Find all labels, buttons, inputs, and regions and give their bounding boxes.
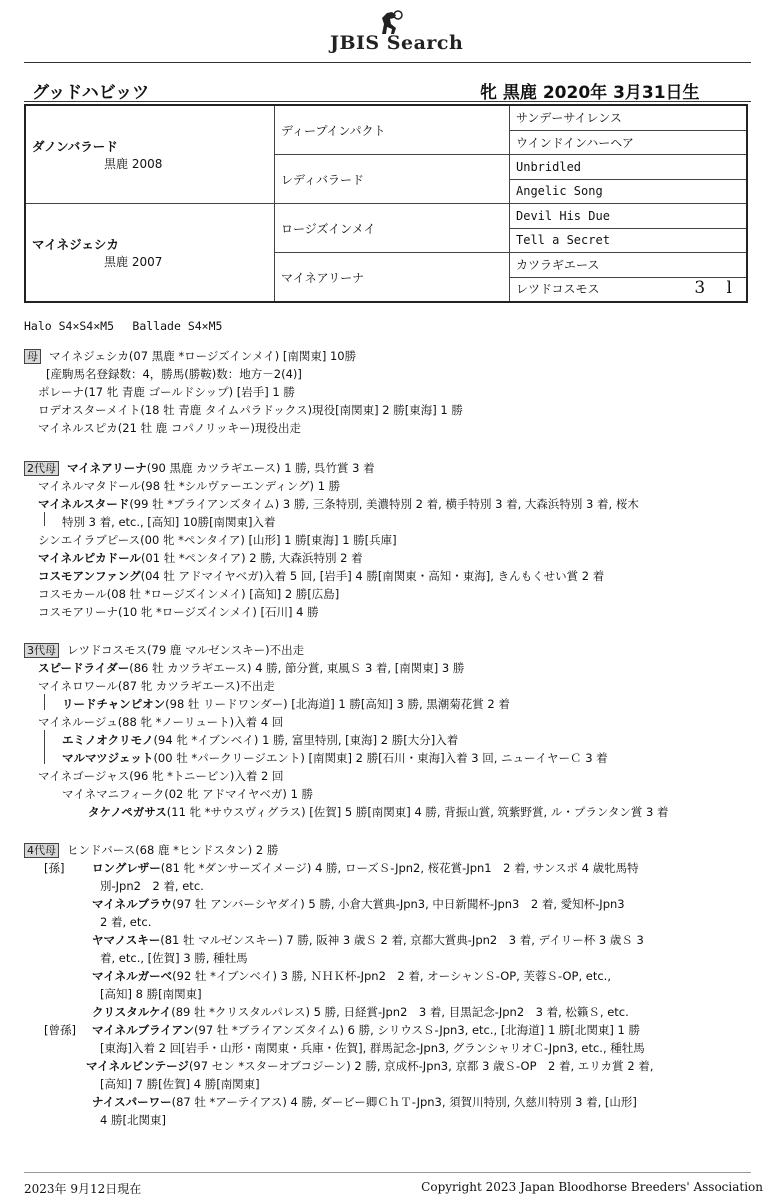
- progeny-line[interactable]: ロデオスターメイト(18 牡 青鹿 タイムパラドックス)現役[南関東] 2 勝[東海] 1 勝: [38, 403, 463, 417]
- section-head: [24, 842, 278, 858]
- section-head-text: (90 黒鹿 カツラギエース) 1 勝, 呉竹賞 3 着: [146, 461, 375, 475]
- ped-gen3-3[interactable]: Unbridled: [510, 155, 748, 180]
- progeny-line-cont: 別-Jpn2 2 着, etc.: [100, 879, 204, 893]
- sire-detail: 黒鹿 2008: [104, 157, 163, 171]
- progeny-line[interactable]: エミノオクリモノ(94 牝 *イブンベイ) 1 勝, 富里特別, [東海] 2 勝[大分]入着: [62, 733, 459, 747]
- progeny-line[interactable]: マイネロワール(87 牝 カツラギエース)不出走: [38, 679, 275, 693]
- footer-date: 2023年 9月12日現在: [24, 1182, 142, 1196]
- progeny-line-cont: 2 着, etc.: [100, 915, 152, 929]
- progeny-line[interactable]: コスモアリーナ(10 牝 *ロージズインメイ) [石川] 4 勝: [38, 605, 319, 619]
- section-head-text[interactable]: マイネジェシカ(07 黒鹿 *ロージズインメイ) [南関東] 10勝: [49, 349, 357, 363]
- progeny-line[interactable]: シンエイラブピース(00 牝 *ペンタイア) [山形] 1 勝[東海] 1 勝[兵庫]: [38, 533, 397, 547]
- ped-gen3-1[interactable]: サンデーサイレンス: [510, 105, 748, 130]
- logo-text: JBIS Search: [330, 32, 464, 54]
- pedigree-table: [24, 104, 748, 303]
- label-great-grandchild: [曾孫]: [44, 1023, 76, 1037]
- progeny-line[interactable]: マイネルピカドール(01 牡 *ペンタイア) 2 勝, 大森浜特別 2 着: [38, 551, 363, 565]
- progeny-line[interactable]: ナイスパーワー(87 牡 *アーテイアス) 4 勝, ダービー卿ＣｈＴ-Jpn3, 須賀川特別, 久慈川特別 3 着, [山形]: [92, 1095, 637, 1109]
- family-number: 3 l: [694, 278, 740, 299]
- section-head-text[interactable]: ヒンドバース(68 鹿 *ヒンドスタン) 2 勝: [67, 843, 279, 857]
- ped-gen3-6[interactable]: Tell a Secret: [510, 228, 748, 253]
- section-head: [24, 642, 304, 658]
- title-divider: [24, 101, 751, 102]
- dam-detail: 黒鹿 2007: [104, 255, 163, 269]
- progeny-line-cont: [高知] 8 勝[南関東]: [100, 987, 202, 1001]
- section-head: [24, 460, 375, 476]
- progeny-line[interactable]: マイネルスピカ(21 牡 鹿 コパノリッキー)現役出走: [38, 421, 301, 435]
- progeny-line[interactable]: マイネマニフィーク(02 牝 アドマイヤベガ) 1 勝: [62, 787, 314, 801]
- progeny-line[interactable]: マイネルブライアン(97 牡 *ブライアンズタイム) 6 勝, シリウスＳ-Jpn3, etc., [北海道] 1 勝[北関東] 1 勝: [92, 1023, 641, 1037]
- ped-gen2-4[interactable]: マイネアリーナ: [275, 253, 510, 303]
- progeny-line[interactable]: リードチャンピオン(98 牡 リードワンダー) [北海道] 1 勝[高知] 3 勝, 黒潮菊花賞 2 着: [62, 697, 510, 711]
- progeny-line[interactable]: マイネルマタドール(98 牡 *シルヴァーエンディング) 1 勝: [38, 479, 341, 493]
- section-head-name[interactable]: マイネアリーナ: [67, 461, 147, 475]
- progeny-line-cont: [高知] 7 勝[佐賀] 4 勝[南関東]: [100, 1077, 260, 1091]
- progeny-line[interactable]: マルマツジェット(00 牡 *パークリージエント) [南関東] 2 勝[石川・東海]入着 3 回, ニューイヤーＣ 3 着: [62, 751, 608, 765]
- progeny-line-cont: [東海]入着 2 回[岩手・山形・南関東・兵庫・佐賀], 群馬記念-Jpn3, グランシャリオＣ-Jpn3, etc., 種牡馬: [100, 1041, 645, 1055]
- progeny-line[interactable]: コスモアンファング(04 牡 アドマイヤベガ)入着 5 回, [岩手] 4 勝[南関東・高知・東海], きんもくせい賞 2 着: [38, 569, 605, 583]
- dam-name[interactable]: マイネジェシカ: [32, 237, 119, 252]
- dam-cell: [25, 204, 275, 303]
- progeny-line[interactable]: タケノペガサス(11 牝 *サウスヴィグラス) [佐賀] 5 勝[南関東] 4 勝, 背振山賞, 筑紫野賞, ル・プランタン賞 3 着: [88, 805, 669, 819]
- progeny-line-cont: 着, etc., [佐賀] 3 勝, 種牡馬: [100, 951, 248, 965]
- sire-name[interactable]: ダノンバラード: [32, 139, 118, 154]
- footer-copyright: Copyright 2023 Japan Bloodhorse Breeders' Association: [421, 1180, 763, 1194]
- sire-cell: [25, 105, 275, 204]
- ped-gen3-2[interactable]: ウインドインハーヘア: [510, 130, 748, 155]
- progeny-line[interactable]: マイネルブラウ(97 牡 アンバーシヤダイ) 5 勝, 小倉大賞典-Jpn3, 中日新聞杯-Jpn3 2 着, 愛知杯-Jpn3: [92, 897, 625, 911]
- ped-gen2-2[interactable]: レディバラード: [275, 155, 510, 204]
- tree-line: [44, 730, 45, 764]
- tree-line: [44, 512, 45, 526]
- inbreeding-note: Halo S4×S4×M5 Ballade S4×M5: [24, 319, 223, 333]
- section-tag: 母: [24, 349, 41, 364]
- ped-gen3-8[interactable]: レツドコスモス: [516, 282, 600, 297]
- horse-info: 牝 黒鹿 2020年 3月31日生: [480, 83, 700, 103]
- progeny-line-cont: 特別 3 着, etc., [高知] 10勝[南関東]入着: [62, 515, 276, 529]
- progeny-line[interactable]: マイネルガーベ(92 牡 *イブンベイ) 3 勝, ＮＨＫ杯-Jpn2 2 着, オーシャンＳ-OP, 芙蓉Ｓ-OP, etc.,: [92, 969, 611, 983]
- progeny-line[interactable]: マイネルビンテージ(97 セン *スターオブコジーン) 2 勝, 京成杯-Jpn3, 京都 3 歳Ｓ-OP 2 着, エリカ賞 2 着,: [86, 1059, 654, 1073]
- progeny-line[interactable]: コスモカール(08 牡 *ロージズインメイ) [高知] 2 勝[広島]: [38, 587, 340, 601]
- ped-gen3-5[interactable]: Devil His Due: [510, 204, 748, 229]
- ped-gen2-3[interactable]: ロージズインメイ: [275, 204, 510, 253]
- progeny-line[interactable]: ヤマノスキー(81 牡 マルゼンスキー) 7 勝, 阪神 3 歳Ｓ 2 着, 京都大賞典-Jpn2 3 着, デイリー杯 3 歳Ｓ 3: [92, 933, 644, 947]
- section-tag: 2代母: [24, 461, 59, 476]
- footer-divider: [24, 1172, 751, 1173]
- section-tag: 3代母: [24, 643, 59, 658]
- ped-gen3-4[interactable]: Angelic Song: [510, 179, 748, 204]
- section-head-text[interactable]: レツドコスモス(79 鹿 マルゼンスキー)不出走: [67, 643, 305, 657]
- progeny-line[interactable]: マイネルスタード(99 牡 *ブライアンズタイム) 3 勝, 三条特別, 美濃特別 2 着, 横手特別 3 着, 大森浜特別 3 着, 桜木: [38, 497, 639, 511]
- section-head: [24, 348, 356, 364]
- tree-line: [44, 694, 45, 710]
- ped-gen2-1[interactable]: ディープインパクト: [275, 105, 510, 155]
- label-grandchild: [孫]: [44, 861, 65, 875]
- progeny-line[interactable]: マイネルージュ(88 牝 *ノーリュート)入着 4 回: [38, 715, 284, 729]
- progeny-line-cont: 4 勝[北関東]: [100, 1113, 166, 1127]
- progeny-line[interactable]: ロングレザー(81 牝 *ダンサーズイメージ) 4 勝, ローズＳ-Jpn2, 桜花賞-Jpn1 2 着, サンスポ 4 歳牝馬特: [92, 861, 639, 875]
- dam-summary: [産駒馬名登録数：4，勝馬(勝鞍)数：地方－2(4)]: [46, 367, 302, 381]
- ped-gen3-8-cell: [510, 277, 748, 302]
- progeny-line[interactable]: マイネゴージャス(96 牝 *トニービン)入着 2 回: [38, 769, 284, 783]
- header-divider: [24, 62, 751, 63]
- progeny-line[interactable]: ポレーナ(17 牝 青鹿 ゴールドシップ) [岩手] 1 勝: [38, 385, 295, 399]
- progeny-line[interactable]: クリスタルケイ(89 牡 *クリスタルパレス) 5 勝, 日経賞-Jpn2 3 着, 目黒記念-Jpn2 3 着, 松籟Ｓ, etc.: [92, 1005, 629, 1019]
- section-tag: 4代母: [24, 843, 59, 858]
- jbis-logo[interactable]: [330, 6, 464, 54]
- progeny-line[interactable]: スピードライダー(86 牡 カツラギエース) 4 勝, 節分賞, 東風Ｓ 3 着, [南関東] 3 勝: [38, 661, 465, 675]
- ped-gen3-7[interactable]: カツラギエース: [510, 253, 748, 278]
- horse-name: グッドハビッツ: [32, 83, 150, 103]
